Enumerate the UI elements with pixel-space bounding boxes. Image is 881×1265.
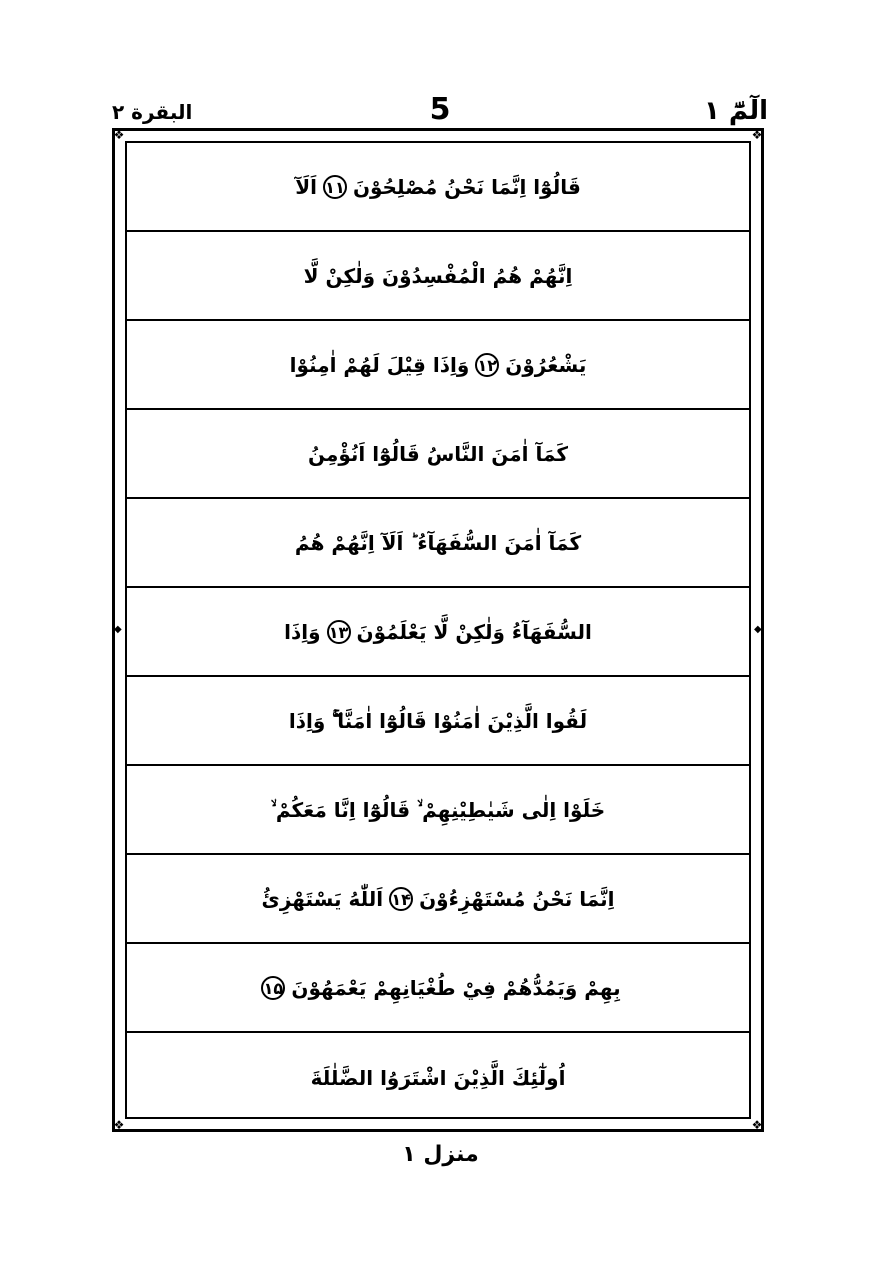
corner-ornament-icon: ❖ — [751, 128, 763, 142]
verse-line — [127, 588, 749, 677]
verse-text: قَالُوْٓا اِنَّمَا نَحْنُ مُصْلِحُوْنَ — [352, 174, 581, 199]
manzil-label: منزل ۱ — [402, 1142, 479, 1167]
verse-text: وَاِذَا قِيْلَ لَهُمْ اٰمِنُوْا — [289, 352, 470, 377]
verse-text: كَمَآ اٰمَنَ النَّاسُ قَالُوْٓا اَنُؤْمِنُ — [307, 441, 569, 466]
page-header — [112, 92, 768, 132]
verse-line — [127, 1033, 749, 1122]
verse-line — [127, 499, 749, 588]
verse-text: اَلَآ — [295, 174, 317, 199]
verse-line — [127, 321, 749, 410]
verse-line — [127, 677, 749, 766]
side-ornament-icon: ◆ — [754, 624, 762, 635]
verse-text: يَشْعُرُوْنَ — [505, 352, 587, 377]
verse-text: السُّفَهَآءُ وَلٰكِنْ لَّا يَعْلَمُوْنَ — [356, 619, 592, 644]
verse-text: اِنَّهُمْ هُمُ الْمُفْسِدُوْنَ وَلٰكِنْ لَّا — [303, 263, 573, 288]
corner-ornament-icon: ❖ — [113, 128, 125, 142]
ayah-number-marker: ۱۱ — [323, 175, 347, 199]
verse-line — [127, 766, 749, 855]
surah-name: البقرة ۲ — [112, 100, 193, 124]
verse-line — [127, 143, 749, 232]
verse-lines — [127, 143, 749, 1117]
juz-name: الٓمّٓ ۱ — [704, 96, 768, 126]
verse-line — [127, 410, 749, 499]
ayah-number-marker: ۱۴ — [389, 887, 413, 911]
verse-text: لَقُوا الَّذِيْنَ اٰمَنُوْا قَالُوْٓا اٰمَنَّا ۖۚ وَاِذَا — [288, 708, 588, 733]
verse-text: وَاِذَا — [284, 619, 321, 644]
corner-ornament-icon: ❖ — [751, 1118, 763, 1132]
verse-line — [127, 855, 749, 944]
ayah-number-marker: ۱۲ — [475, 353, 499, 377]
verse-text: كَمَآ اٰمَنَ السُّفَهَآءُ ؕ اَلَآ اِنَّهُمْ هُمُ — [294, 530, 582, 555]
ayah-number-marker: ۱۳ — [327, 620, 351, 644]
verse-text: اُولٰٓئِكَ الَّذِيْنَ اشْتَرَوُا الضَّلٰلَةَ — [310, 1065, 566, 1090]
page-number: 5 — [429, 92, 451, 127]
verse-line — [127, 232, 749, 321]
corner-ornament-icon: ❖ — [113, 1118, 125, 1132]
ayah-number-marker: ۱۵ — [261, 976, 285, 1000]
verse-text: اِنَّمَا نَحْنُ مُسْتَهْزِءُوْنَ — [419, 886, 615, 911]
page-border-outer — [112, 128, 764, 1132]
text-frame — [125, 141, 751, 1119]
verse-text: بِهِمْ وَيَمُدُّهُمْ فِيْ طُغْيَانِهِمْ يَعْمَهُوْنَ — [291, 975, 621, 1000]
verse-text: خَلَوْا اِلٰى شَيٰطِيْنِهِمْ ۙ قَالُوْٓا اِنَّا مَعَكُمْ ۙ — [270, 797, 606, 822]
verse-line — [127, 944, 749, 1033]
verse-text: اَللّٰهُ يَسْتَهْزِئُ — [261, 886, 384, 911]
side-ornament-icon: ◆ — [114, 624, 122, 635]
